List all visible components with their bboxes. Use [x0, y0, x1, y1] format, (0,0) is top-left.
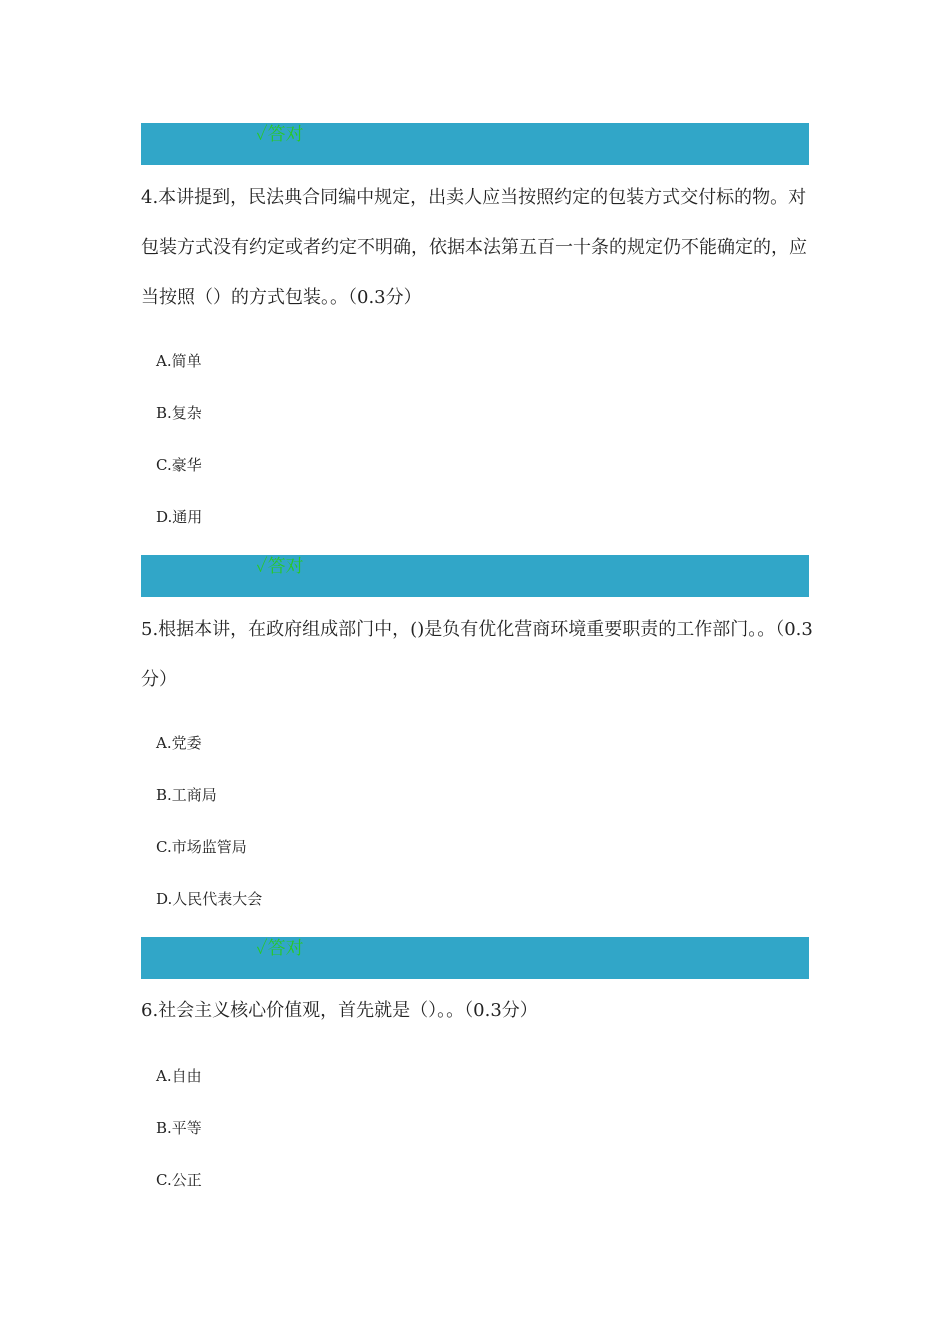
option-c[interactable]: C.公正 [156, 1171, 202, 1189]
answer-correct-label: ✓答对 [256, 556, 304, 577]
answer-status-bar [141, 123, 809, 165]
option-b[interactable]: B.工商局 [156, 786, 217, 804]
answer-status-bar [141, 937, 809, 979]
option-a[interactable]: A.党委 [156, 734, 202, 752]
question-text: 4.本讲提到，民法典合同编中规定，出卖人应当按照约定的包装方式交付标的物。对包装方式没有约定或者约定不明确，依据本法第五百一十条的规定仍不能确定的，应当按照（）的方式包装。。（0.3分） [141, 187, 807, 308]
option-d[interactable]: D.通用 [156, 508, 203, 526]
option-a[interactable]: A.自由 [156, 1067, 202, 1085]
option-d[interactable]: D.人民代表大会 [156, 890, 263, 908]
option-a[interactable]: A.简单 [156, 352, 202, 370]
option-c[interactable]: C.豪华 [156, 456, 202, 474]
answer-status-bar [141, 555, 809, 597]
question-text: 6.社会主义核心价值观，首先就是（）。。（0.3分） [141, 1000, 538, 1021]
option-b[interactable]: B.平等 [156, 1119, 202, 1137]
answer-correct-label: ✓答对 [256, 124, 304, 145]
question-text: 5.根据本讲，在政府组成部门中，()是负有优化营商环境重要职责的工作部门。。（0.3分） [141, 619, 813, 690]
option-b[interactable]: B.复杂 [156, 404, 202, 422]
answer-correct-label: ✓答对 [256, 938, 304, 959]
option-c[interactable]: C.市场监管局 [156, 838, 247, 856]
